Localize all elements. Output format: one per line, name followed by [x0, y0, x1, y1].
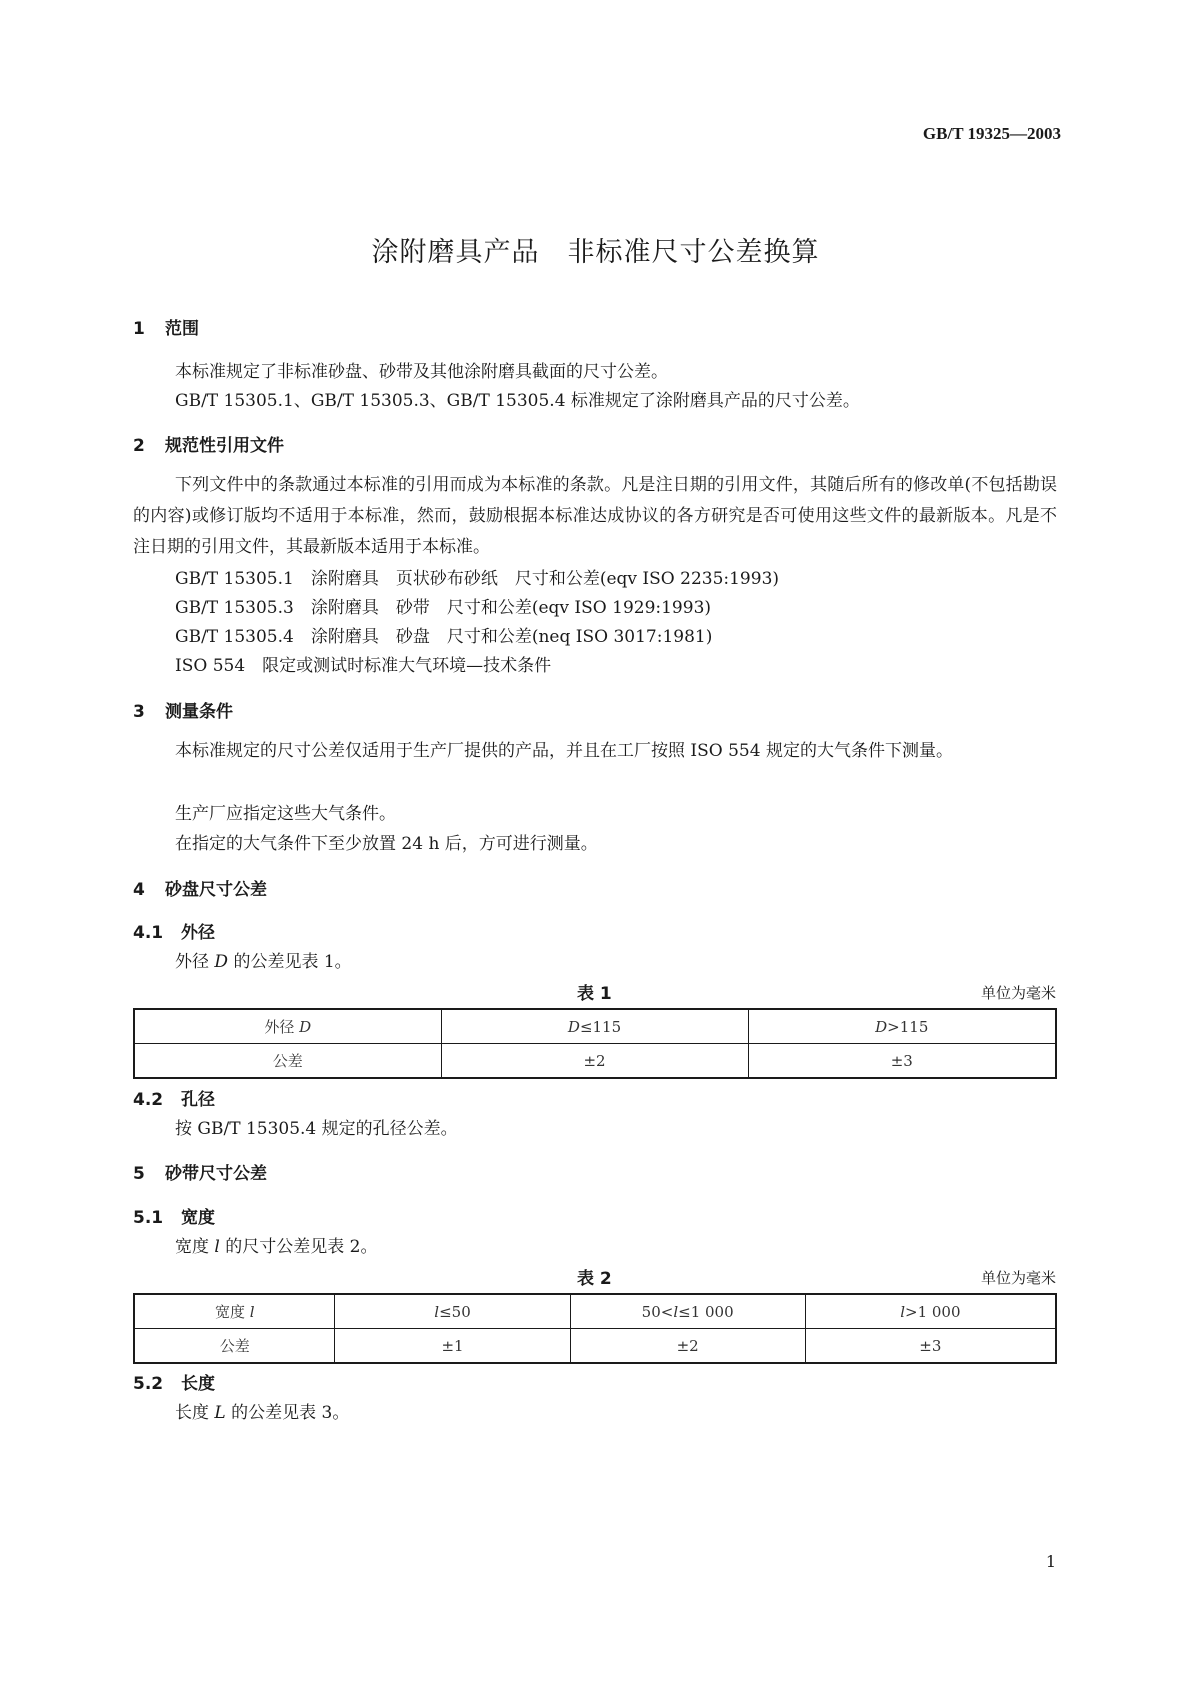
paragraph: 下列文件中的条款通过本标准的引用而成为本标准的条款。凡是注日期的引用文件，其随后所有的修改单(不包括勘误的内容)或修订版均不适用于本标准，然而，鼓励根据本标准达成协议的各方研究是否可使用这些文件的最新版本。凡是不注日期的引用文件，其最新版本适用于本标准。	[133, 475, 1057, 557]
table-cell: D>115	[748, 1009, 1056, 1044]
table-cell: 公差	[134, 1044, 441, 1079]
table-1-unit: 单位为毫米	[980, 984, 1056, 1002]
section-number: 1	[133, 319, 145, 339]
section-number: 5.1	[133, 1208, 164, 1228]
reference-item: GB/T 15305.3 涂附磨具 砂带 尺寸和公差(eqv ISO 1929:1993)	[175, 598, 712, 618]
subsection-4-2-heading	[133, 1085, 215, 1110]
table-cell: ±3	[805, 1329, 1056, 1364]
table-row	[134, 1009, 1056, 1044]
section-number: 3	[133, 702, 145, 722]
table-2-caption: 表 2	[577, 1269, 612, 1289]
paragraph: 长度 L 的公差见表 3。	[175, 1403, 350, 1423]
table-cell: ±2	[570, 1329, 805, 1364]
document-title: 涂附磨具产品 非标准尺寸公差换算	[371, 237, 820, 268]
section-title: 宽度	[181, 1208, 215, 1228]
table-row	[134, 1329, 1056, 1364]
table-cell: ±2	[441, 1044, 748, 1079]
section-title: 砂带尺寸公差	[165, 1164, 267, 1184]
reference-item: GB/T 15305.4 涂附磨具 砂盘 尺寸和公差(neq ISO 3017:1981)	[175, 627, 713, 647]
subsection-5-1-heading	[133, 1203, 215, 1228]
section-2-heading	[133, 431, 284, 456]
paragraph: 在指定的大气条件下至少放置 24 h 后，方可进行测量。	[175, 834, 598, 854]
section-number: 4	[133, 880, 145, 900]
table-cell: 50<l≤1 000	[570, 1294, 805, 1329]
table-cell: 宽度 l	[134, 1294, 335, 1329]
subsection-5-2-heading	[133, 1369, 215, 1394]
table-cell: l>1 000	[805, 1294, 1056, 1329]
paragraph: 外径 D 的公差见表 1。	[175, 952, 352, 972]
table-cell: 外径 D	[134, 1009, 441, 1044]
reference-item: GB/T 15305.1 涂附磨具 页状砂布砂纸 尺寸和公差(eqv ISO 2235:1993)	[175, 569, 780, 589]
table-2	[133, 1293, 1057, 1364]
standard-code: GB/T 19325—2003	[922, 124, 1061, 143]
section-number: 5.2	[133, 1374, 164, 1394]
section-title: 规范性引用文件	[165, 436, 284, 456]
paragraph: 宽度 l 的尺寸公差见表 2。	[175, 1237, 378, 1257]
table-2-unit: 单位为毫米	[980, 1269, 1056, 1287]
section-title: 外径	[181, 923, 215, 943]
page-number: 1	[1045, 1552, 1056, 1571]
table-cell: D≤115	[441, 1009, 748, 1044]
section-number: 4.1	[133, 923, 164, 943]
table-cell: ±1	[335, 1329, 570, 1364]
section-title: 范围	[165, 319, 199, 339]
section-number: 5	[133, 1164, 145, 1184]
section-number: 4.2	[133, 1090, 164, 1110]
table-1-caption: 表 1	[577, 984, 612, 1004]
subsection-4-1-heading	[133, 918, 215, 943]
table-cell: l≤50	[335, 1294, 570, 1329]
table-row	[134, 1044, 1056, 1079]
section-title: 测量条件	[165, 702, 233, 722]
paragraph: 生产厂应指定这些大气条件。	[175, 804, 396, 824]
table-row	[134, 1294, 1056, 1329]
table-cell: ±3	[748, 1044, 1056, 1079]
section-number: 2	[133, 436, 145, 456]
section-title: 长度	[181, 1374, 215, 1394]
table-1	[133, 1008, 1057, 1079]
section-3-heading	[133, 697, 233, 722]
reference-item: ISO 554 限定或测试时标准大气环境—技术条件	[175, 656, 552, 676]
paragraph: 本标准规定了非标准砂盘、砂带及其他涂附磨具截面的尺寸公差。	[175, 362, 668, 382]
section-4-heading	[133, 875, 267, 900]
paragraph: 按 GB/T 15305.4 规定的孔径公差。	[175, 1119, 458, 1139]
section-1-heading	[133, 314, 199, 339]
section-title: 砂盘尺寸公差	[165, 880, 267, 900]
section-5-heading	[133, 1159, 267, 1184]
section-title: 孔径	[181, 1090, 215, 1110]
table-cell: 公差	[134, 1329, 335, 1364]
paragraph: GB/T 15305.1、GB/T 15305.3、GB/T 15305.4 标准规定了涂附磨具产品的尺寸公差。	[175, 391, 860, 411]
paragraph: 本标准规定的尺寸公差仅适用于生产厂提供的产品，并且在工厂按照 ISO 554 规定的大气条件下测量。	[175, 741, 953, 761]
